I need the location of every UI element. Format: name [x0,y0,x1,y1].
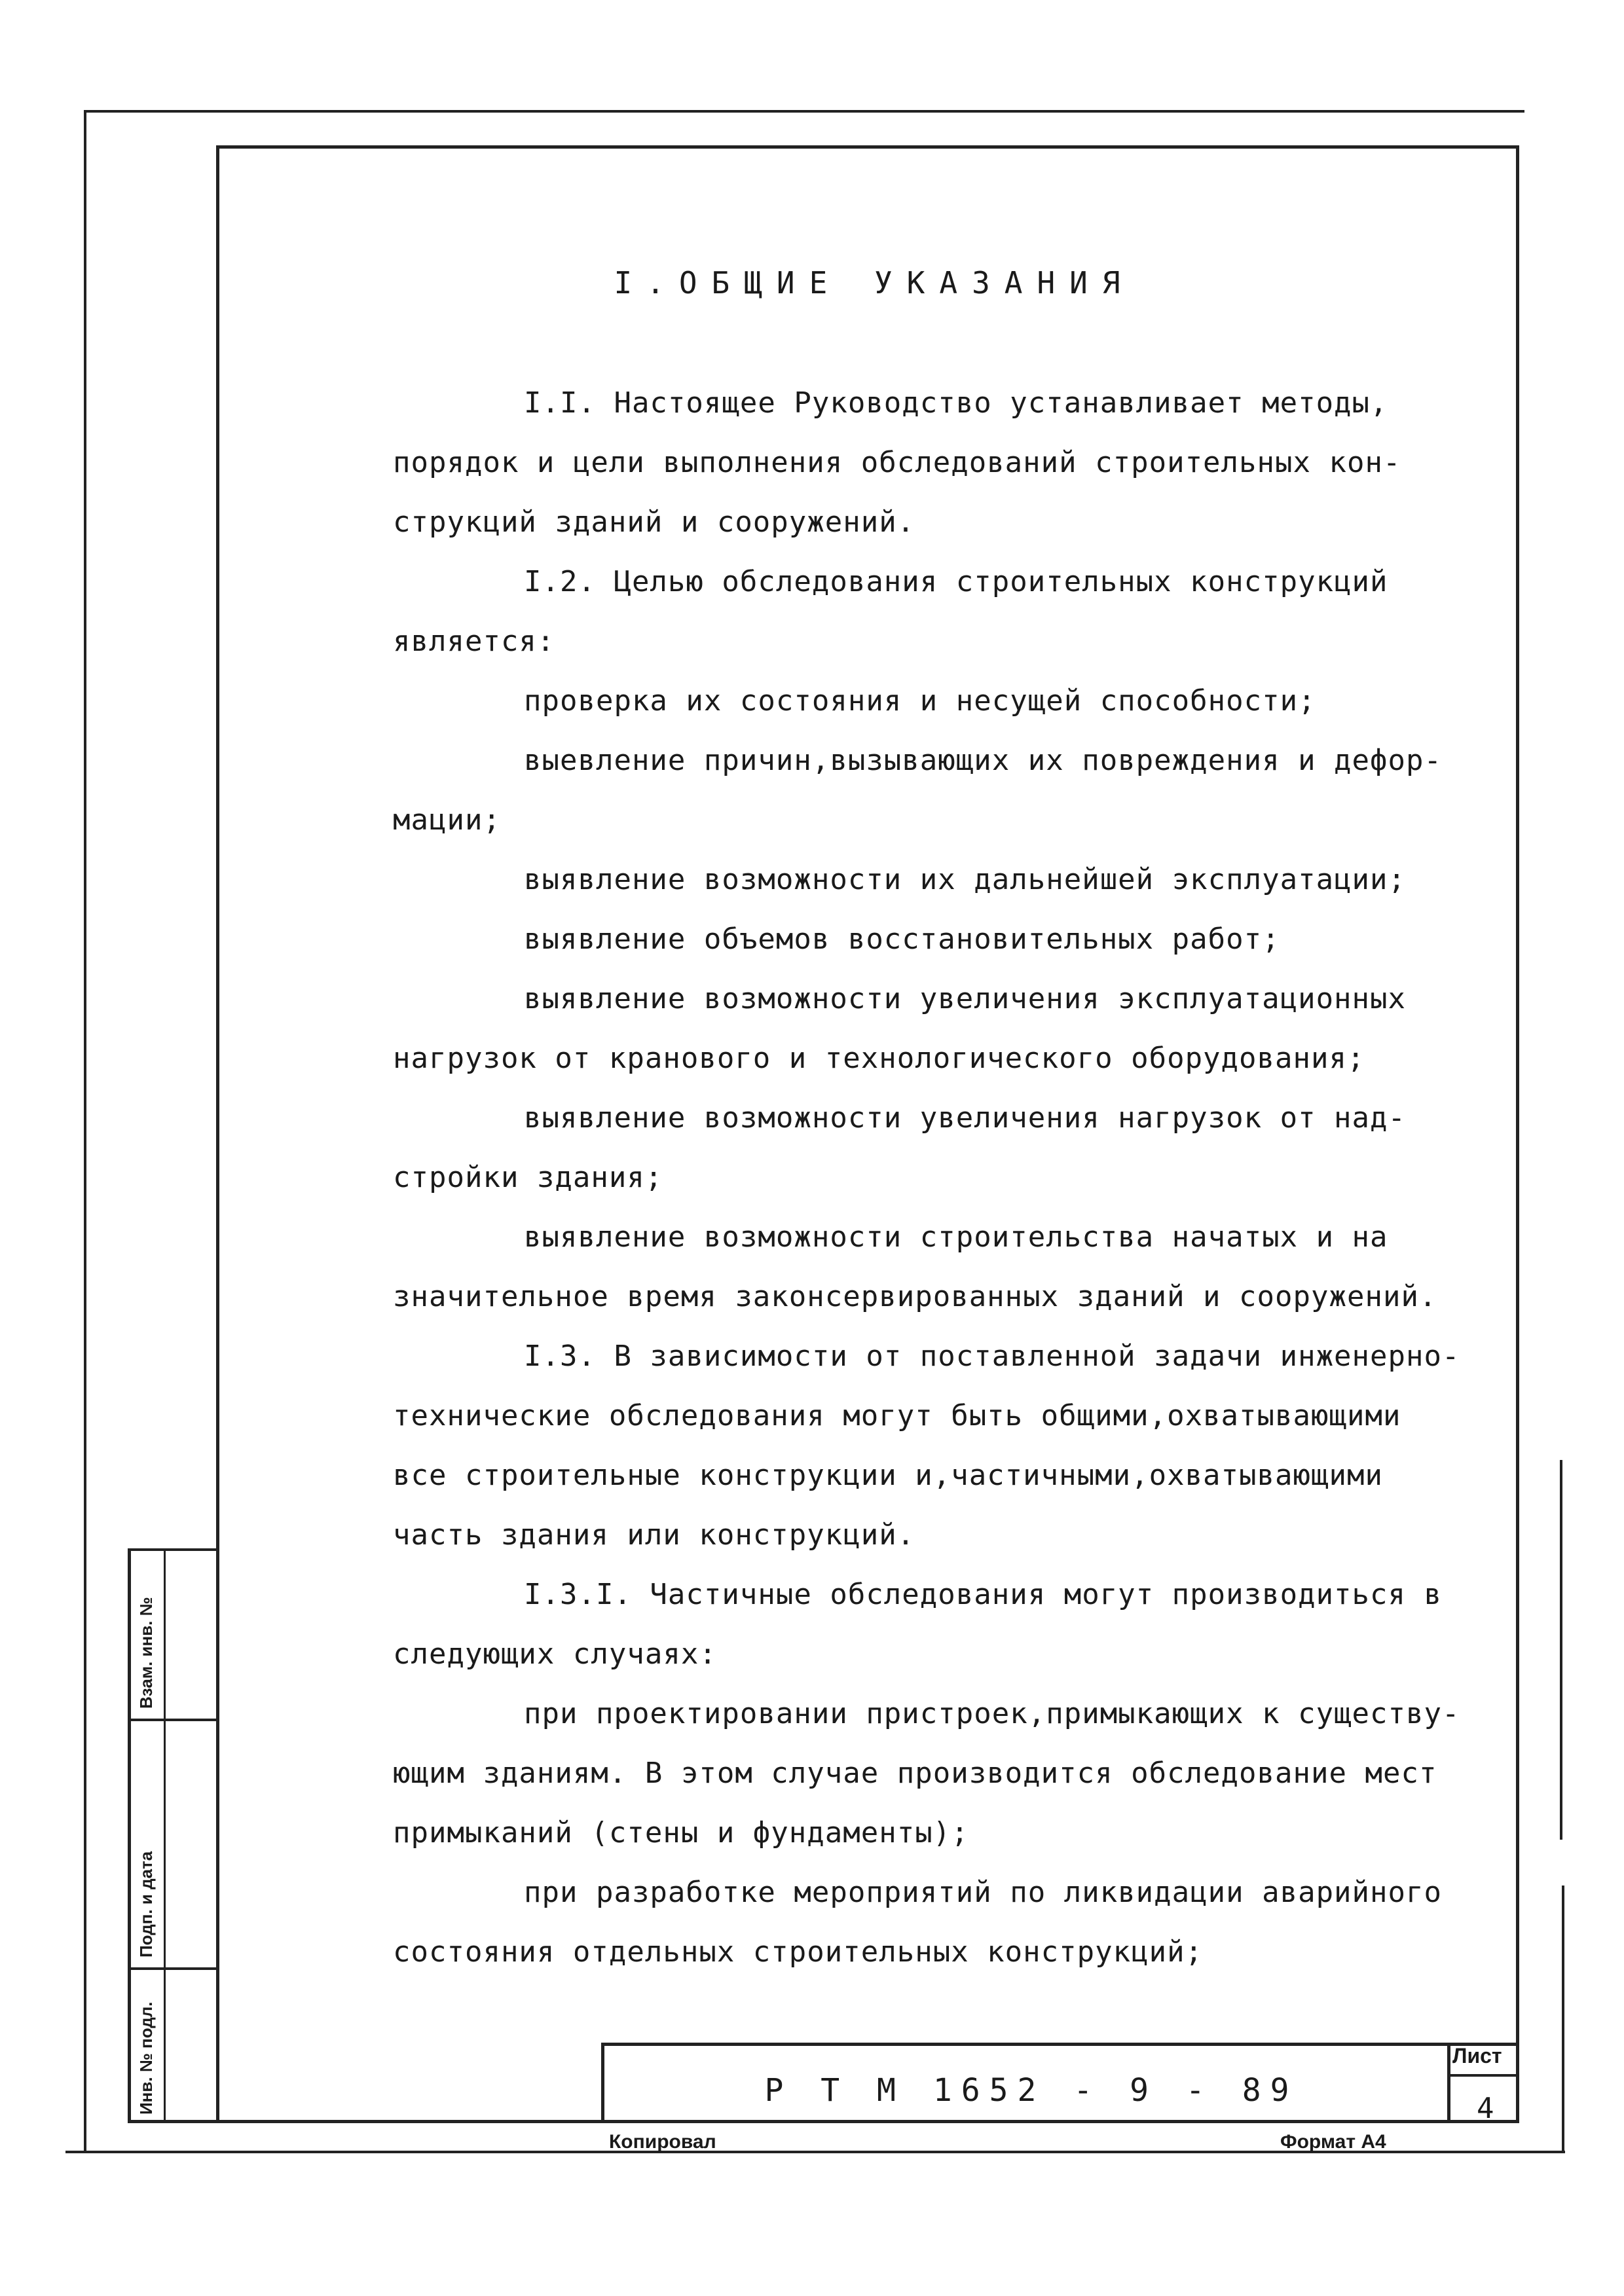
text-line: часть здания или конструкций. [393,1518,915,1552]
stamp-top [601,2043,1519,2046]
text-line: проверка их состояния и несущей способности; [524,684,1316,718]
document-body [393,373,1480,1982]
text-line: мации; [393,803,501,837]
sheet-label: Лист [1452,2044,1502,2068]
side-strip-top [128,1548,219,1551]
side-strip-div2 [128,1967,219,1970]
text-line: состояния отдельных строительных конструкций; [393,1935,1204,1969]
text-line: все строительные конструкции и,частичными,охватывающими [393,1459,1383,1492]
stamp-sheet-hline [1447,2074,1519,2077]
outer-frame-left [84,110,86,2153]
stamp-left [601,2043,604,2123]
text-line: при проектировании пристроек,примыкающих к существу- [524,1697,1460,1730]
document-code: Р Т М 1652 - 9 - 89 [764,2072,1299,2109]
text-line: нагрузок от кранового и технологического оборудования; [393,1042,1365,1075]
inner-frame-left [216,145,219,2123]
text-line: стройки здания; [393,1161,663,1194]
text-line: I.I. Настоящее Руководство устанавливает методы, [524,386,1388,420]
outer-frame-right-stub [1562,1886,1564,2151]
section-heading: I.ОБЩИЕ УКАЗАНИЯ [614,265,1135,301]
side-strip-left [128,1548,131,2123]
side-strip-div1 [128,1719,219,1721]
text-line: выявление возможности увеличения эксплуатационных [524,982,1407,1015]
text-line: при разработке мероприятий по ликвидации аварийного [524,1876,1443,1909]
inner-frame-right [1516,145,1519,2123]
text-line: порядок и цели выполнения обследований строительных кон- [393,446,1401,479]
text-line: выявление объемов восстановительных работ; [524,922,1280,956]
text-line: является: [393,625,555,658]
text-line: I.2. Целью обследования строительных конструкций [524,565,1388,598]
sheet-number: 4 [1477,2092,1494,2125]
side-label-vzam-inv: Взам. инв. № [136,1597,156,1709]
footer-format: Формат А4 [1280,2131,1386,2153]
footer-copied: Копировал [609,2131,716,2153]
text-line: следующих случаях: [393,1637,717,1671]
text-line: выявление возможности их дальнейшей эксплуатации; [524,863,1407,896]
outer-frame-top [84,110,1524,113]
text-line: струкций зданий и сооружений. [393,505,915,539]
text-line: I.3. В зависимости от поставленной задачи инженерно- [524,1339,1460,1373]
inner-frame-top [216,145,1519,149]
side-label-sign-date: Подп. и дата [136,1851,156,1958]
inner-frame-bottom [131,2120,1519,2123]
outer-frame-right-stub-upper [1560,1460,1562,1840]
side-strip-mid [164,1548,166,2123]
text-line: примыканий (стены и фундаменты); [393,1816,969,1850]
text-line: ющим зданиям. В этом случае производится обследование мест [393,1757,1437,1790]
text-line: выявление возможности увеличения нагрузок от над- [524,1101,1407,1135]
text-line: технические обследования могут быть общими,охватывающими [393,1399,1401,1432]
text-line: выявление возможности строительства начатых и на [524,1220,1388,1254]
text-line: значительное время законсервированных зданий и сооружений. [393,1280,1437,1313]
side-label-inv-orig: Инв. № подл. [136,2001,156,2115]
text-line: выевление причин,вызывающих их повреждения и дефор- [524,744,1443,777]
text-line: I.3.I. Частичные обследования могут производиться в [524,1578,1443,1611]
